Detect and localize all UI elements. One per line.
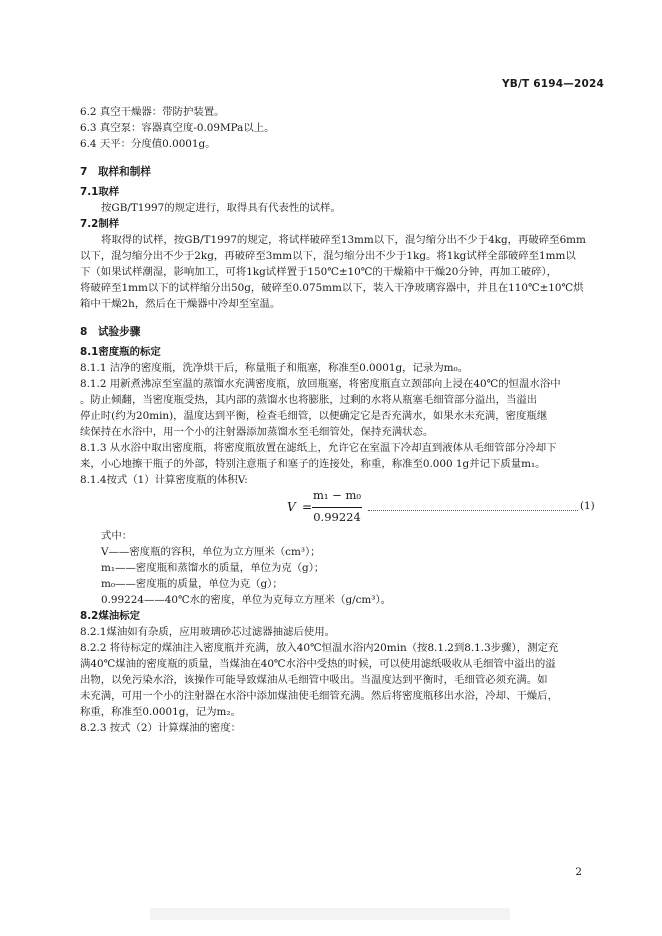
text-line: 来，小心地擦干瓶子的外部，特别注意瓶子和塞子的连接处，称重，称准至0.000 1g并记下质量m₁。	[80, 458, 546, 470]
text-line: 8.2.3 按式（2）计算煤油的密度：	[80, 722, 242, 734]
text-line: m₀——密度瓶的质量，单位为克（g）；	[101, 578, 283, 590]
text-line: 6.3 真空泵：容器真空度-0.09MPa以上。	[80, 122, 275, 134]
text-line: 箱中干燥2h，然后在干燥器中冷却至室温。	[80, 298, 281, 310]
document-body	[80, 104, 600, 736]
spacer	[80, 312, 600, 324]
formula-number: (1)	[580, 500, 595, 512]
text-line: 8.1.3 从水浴中取出密度瓶，将密度瓶放置在滤纸上，允许它在室温下冷却直到液体从毛细管部分冷却下	[80, 442, 557, 454]
spacer	[80, 152, 600, 164]
text-line: 8.1.4按式（1）计算密度瓶的体积V:	[80, 474, 248, 486]
text-line: 8.1.2 用新煮沸凉至室温的蒸馏水充满密度瓶，放回瓶塞，将密度瓶直立颈部向上浸在40℃的恒温水浴中	[80, 378, 561, 390]
text-line: 8.1.1 洁净的密度瓶，洗净烘干后，称量瓶子和瓶塞，称准至0.0001g，记录为m₀。	[80, 362, 469, 374]
formula-lhs: V	[287, 500, 296, 514]
chapter-heading: 7 取样和制样	[80, 166, 151, 178]
text-line: 称重，称准至0.0001g，记为m₂。	[80, 706, 241, 718]
text-line: V——密度瓶的容积，单位为立方厘米（cm³）；	[101, 546, 321, 558]
text-line: 满40℃煤油的密度瓶的质量，当煤油在40℃水浴中受热的时候，可以使用滤纸吸收从毛细管中溢出的溢	[80, 658, 556, 670]
formula-1	[80, 488, 600, 528]
section-heading: 8.2煤油标定	[80, 610, 140, 622]
text-line: 6.2 真空干燥器：带防护装置。	[80, 106, 225, 118]
text-line: 8.2.1煤油如有杂质，应用玻璃砂芯过滤器抽滤后使用。	[80, 626, 336, 638]
text-line: m₁——密度瓶和蒸馏水的质量，单位为克（g）；	[101, 562, 325, 574]
text-block-1	[80, 104, 600, 488]
text-line: 以下，混匀缩分出不少于2kg，再破碎至3mm以下，混匀缩分出不少于1kg。将1kg试样全部破碎至1mm以	[80, 250, 576, 262]
text-line: 未充满，可用一个小的注射器在水浴中添加煤油使毛细管充满。然后将密度瓶移出水浴，冷却、干燥后，	[80, 690, 558, 702]
text-line: 8.2.2 将待标定的煤油注入密度瓶并充满，放入40℃恒温水浴内20min（按8.1.2到8.1.3步骤），测定充	[80, 642, 559, 654]
dot-leader	[368, 500, 578, 511]
formula-numerator: m₁ − m₀	[313, 488, 361, 502]
text-line: 将取得的试样，按GB/T1997的规定，将试样破碎至13mm以下，混匀缩分出不少于4kg，再破碎至6mm	[101, 234, 586, 246]
text-line: 6.4 天平：分度值0.0001g。	[80, 138, 216, 150]
text-line: 0.99224——40℃水的密度，单位为克每立方厘米（g/cm³）。	[101, 594, 392, 606]
text-line: 按GB/T1997的规定进行，取得具有代表性的试样。	[101, 202, 341, 214]
text-block-2	[80, 528, 600, 736]
text-line: 停止时(约为20min)，温度达到平衡，检查毛细管，以便确定它是否充满水，如果水未充满，密度瓶继	[80, 410, 548, 422]
section-heading: 8.1密度瓶的标定	[80, 346, 161, 358]
section-heading: 7.2制样	[80, 218, 120, 230]
chapter-heading: 8 试验步骤	[80, 326, 141, 338]
text-line: 将破碎至1mm以下的试样缩分出50g，破碎至0.075mm以下，装入干净玻璃容器中，并且在110℃±10℃烘	[80, 282, 584, 294]
formula-denominator: 0.99224	[313, 510, 361, 524]
text-line: 续保持在水浴中，用一个小的注射器添加蒸馏水至毛细管处，保持充满状态。	[80, 426, 434, 438]
page-number: 2	[575, 866, 582, 878]
footer-watermark-band	[150, 908, 510, 920]
text-line: 下（如果试样潮湿，影响加工，可将1kg试样置于150℃±10℃的干燥箱中干燥20分钟，再加工破碎），	[80, 266, 558, 278]
fraction-bar	[312, 507, 362, 508]
text-line: 出物，以免污染水浴，该操作可能导致煤油从毛细管中吸出。当温度达到平衡时，毛细管必须充满。如	[80, 674, 548, 686]
text-line: 。防止倾翻，当密度瓶受热，其内部的蒸馏水也将膨胀，过剩的水将从瓶塞毛细管部分溢出，当溢出	[80, 394, 538, 406]
text-line: 式中：	[101, 530, 133, 542]
section-heading: 7.1取样	[80, 186, 120, 198]
formula-equals: =	[302, 500, 313, 514]
standard-code: YB/T 6194—2024	[501, 78, 604, 90]
